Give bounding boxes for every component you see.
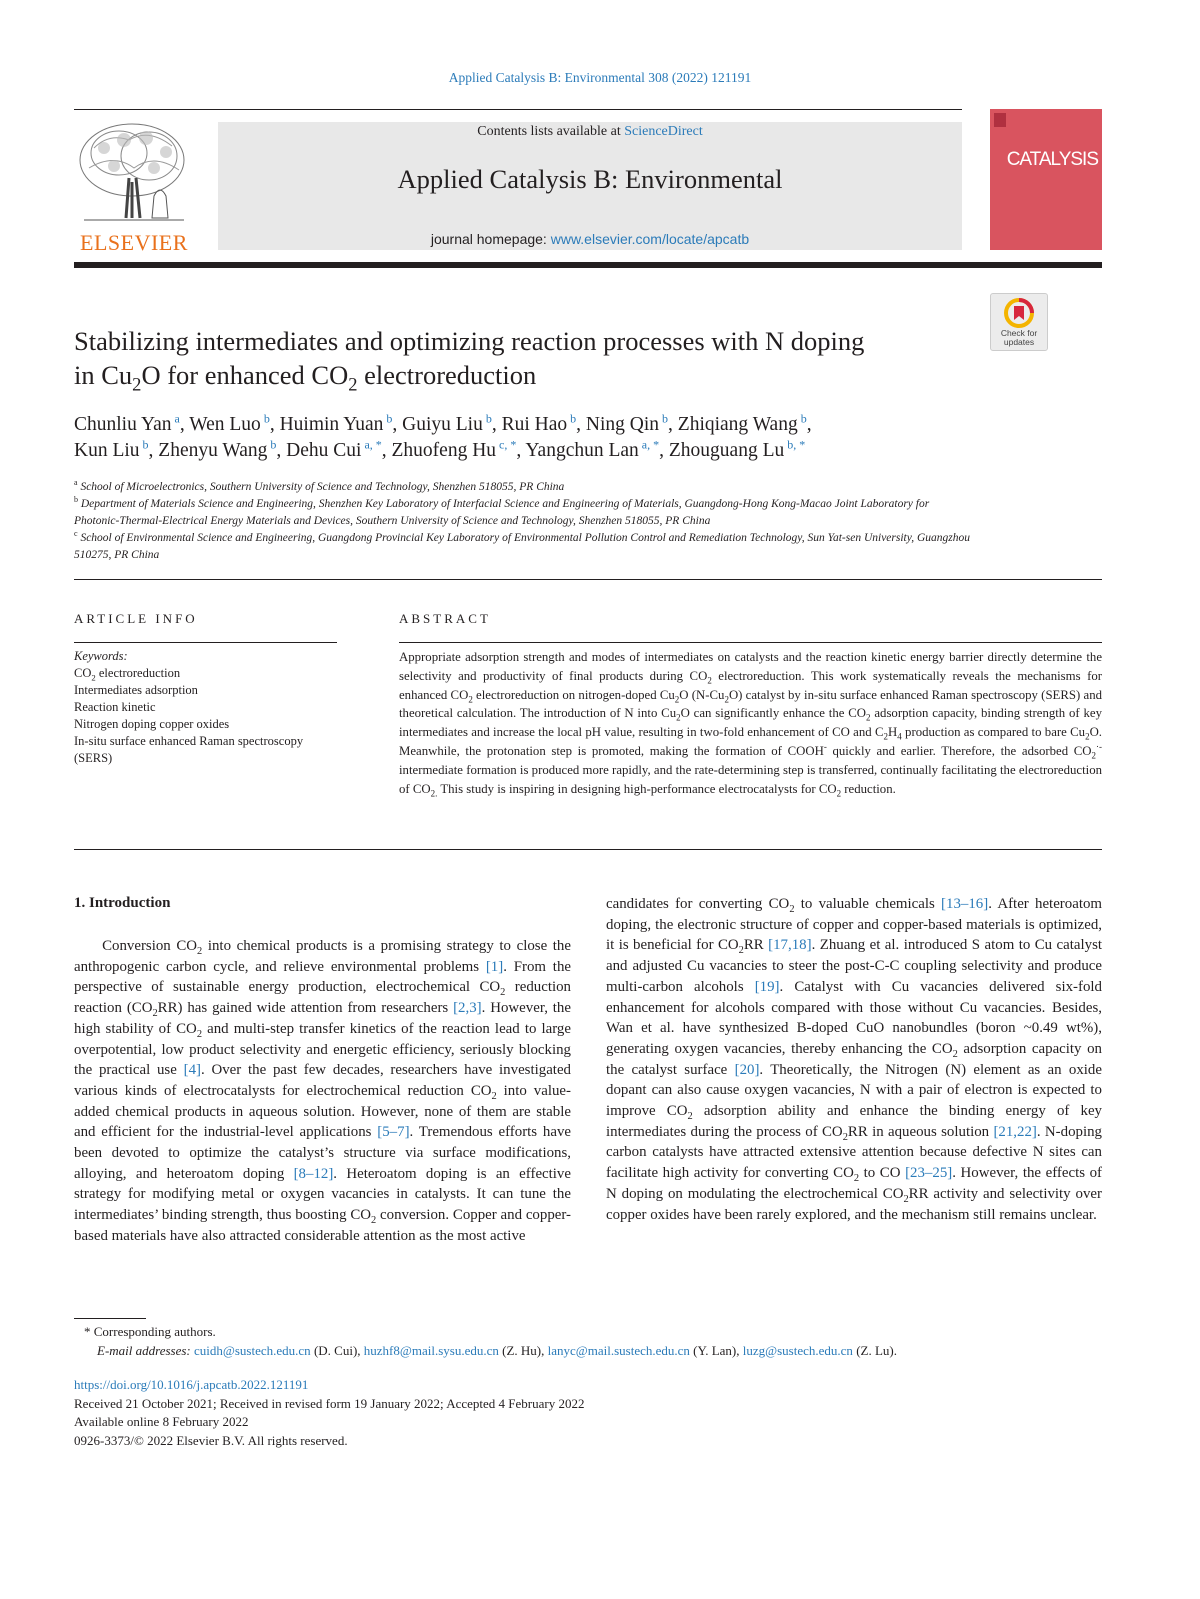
email-link[interactable]: huzhf8@mail.sysu.edu.cn [363,1343,499,1358]
article-title-line2: in $Cu_2O$ for enhanced $CO_2$ electroreduction [74,360,537,396]
citation-link[interactable]: [2,3] [453,1000,482,1017]
author-list [74,412,1104,464]
author-affiliation-mark[interactable]: b [797,411,807,426]
abstract-text: Appropriate adsorption strength and modes of intermediates on catalysts and the reaction kinetic energy barrier directly determine the selectivity and productivity of final products during $CO_2$ electroreduction. This work systematically reveals the mechanisms for enhanced $CO_2$ electroreduction on nitrogen-doped $Cu_2O$ $(N-Cu_2O)$ catalyst by in-situ surface enhanced Raman spectroscopy (SERS) and theoretical calculation. The introduction of N into $Cu_2O$ can significantly enhance the $CO_2$ adsorption capacity, binding strength of key intermediates and increase the local pH value, resulting in two-fold enhancement of CO and $C_2H_4$ production as compared to bare $Cu_2O$. Meanwhile, the protonation step is promoted, making the formation of COOH- quickly and earlier. Therefore, the adsorbed $CO_2^{\cdot-}$ intermediate formation is produced more rapidly, and the rate-determining step is transferred, continually facilitating the electroreduction of $CO_{2.}$ This study is inspiring in designing high-performance electrocatalysts for $CO_2$ reduction. [399,650,1103,799]
article-title [74,324,974,396]
citation-link[interactable]: [5–7] [377,1124,410,1141]
author-affiliation-mark[interactable]: a, * [361,437,382,452]
email-link[interactable]: luzg@sustech.edu.cn [742,1343,853,1358]
online-date: Available online 8 February 2022 [74,1414,249,1429]
keyword-item: Reaction kinetic [74,700,156,714]
keywords-label: Keywords: [74,649,128,663]
citation-link[interactable]: [23–25] [905,1165,953,1182]
email-owner: (D. Cui), [310,1343,364,1358]
author-name: Zhouguang Lu [668,440,785,461]
journal-title: Applied Catalysis B: Environmental [397,164,783,194]
homepage-line [218,231,962,247]
copyright-line: 0926-3373/© 2022 Elsevier B.V. All rights reserved. [74,1433,348,1448]
elsevier-logo [74,118,194,256]
email-addresses [97,1343,1102,1359]
author-affiliation-mark[interactable]: c, * [496,437,517,452]
sciencedirect-link[interactable]: ScienceDirect [624,124,703,139]
author-name: Dehu Cui [286,440,362,461]
article-info-rule [74,642,337,643]
authors-line1: Chunliu Yan $^a$, Wen Luo $^b$, Huimin Yuan $^b$, Guiyu Liu $^b$, Rui Hao $^b$, Ning Qin $^b$, Zhiqiang Wang $^b$, [74,411,812,435]
email-owner: (Z. Hu), [498,1343,548,1358]
abstract-heading: ABSTRACT [399,611,491,626]
email-link[interactable]: cuidh@sustech.edu.cn [194,1343,311,1358]
doi-link[interactable]: https://doi.org/10.1016/j.apcatb.2022.121191 [74,1377,309,1392]
article-info-heading: ARTICLE INFO [74,611,198,626]
author-affiliation-mark[interactable]: b [260,411,270,426]
keywords-block [74,648,344,767]
header-thick-rule [74,262,1102,268]
affiliation-item: $^c$ School of Environmental Science and Engineering, Guangdong Provincial Key Laboratory of Environmental Pollution Control and Remediation Technology, Sun Yat-sen University, Guangzhou 510275, PR China [74,529,970,561]
author-affiliation-mark[interactable]: b [139,437,149,452]
check-updates-label: Check for updates [1000,328,1038,347]
author-affiliation-mark[interactable]: b [482,411,492,426]
contents-prefix: Contents lists available at [477,124,625,139]
citation-link[interactable]: [4] [183,1062,201,1079]
affiliation-item: $^b$ Department of Materials Science and Engineering, Shenzhen Key Laboratory of Interfacial Science and Engineering of Materials, Guangdong-Hong Kong-Macao Joint Laboratory for Photonic-Thermal-Electrical Energy Materials and Devices, Southern University of Science and Technology, Shenzhen 518055, PR China [74,495,930,527]
email-owner: (Z. Lu). [852,1343,897,1358]
citation-link[interactable]: [13–16] [941,896,989,912]
citation-link[interactable]: [17,18] [768,937,812,954]
author-affiliation-mark[interactable]: a [171,411,180,426]
authors-line2: Kun Liu $^b$, Zhenyu Wang $^b$, Dehu Cui $^{a, *}$, Zhuofeng Hu $^{c, *}$, Yangchun Lan $^{a, *}$, Zhouguang Lu $^{b, *}$ [74,437,806,461]
body-column-left: Conversion $CO_2$ into chemical products is a promising strategy to close the anthropogenic carbon cycle, and relieve environmental problems [1]. From the perspective of sustainable energy production, electrochemical $CO_2$ reduction reaction $(CO_2RR)$ has gained wide attention from researchers [2,3]. However, the high stability of $CO_2$ and multi-step transfer kinetics of the reaction lead to large overpotential, low product selectivity and energetic efficiency, seriously blocking the practical use [4]. Over the past few decades, researchers have investigated various kinds of electrocatalysts for electrochemical reduction $CO_2$ into value-added chemical products in aqueous solution. However, none of them are stable and efficient for the industrial-level applications [5–7]. Tremendous efforts have been devoted to optimize the catalyst’s structure via surface modifications, alloying, and heteroatom doping [8–12]. Heteroatom doping is an effective strategy for modifying metal or oxygen vacancies in catalysts. It can tune the intermediates’ binding strength, thus boosting $CO_2$ conversion. Copper and copper-based materials have also attracted considerable attention as the most active [74,938,572,1244]
citation-link[interactable]: [8–12] [293,1165,334,1182]
cover-title: CATALYSIS [1006,149,1098,170]
citation-link[interactable]: [21,22] [993,1123,1037,1140]
keyword-item: Nitrogen doping copper oxides [74,717,230,731]
citation-link[interactable]: [20] [734,1061,760,1078]
author-name: Rui Hao [501,414,568,435]
author-affiliation-mark[interactable]: b [567,411,577,426]
header-rule [74,109,962,110]
homepage-link[interactable]: www.elsevier.com/locate/apcatb [550,231,750,247]
affiliation-item: $^a$ School of Microelectronics, Southern University of Science and Technology, Shenzhen 518055, PR China [74,478,565,493]
author-affiliation-mark[interactable]: b [267,437,277,452]
abstract-rule [399,642,1102,643]
section-rule [74,579,1102,580]
author-affiliation-mark[interactable]: b [383,411,393,426]
journal-cover-thumbnail[interactable] [990,109,1102,250]
elsevier-tree-icon [74,118,194,226]
journal-banner [218,122,962,250]
author-name: Huimin Yuan [279,414,384,435]
corresponding-note: * Corresponding authors. [84,1324,216,1339]
citation-link[interactable]: [1] [485,958,504,975]
email-link[interactable]: lanyc@mail.sustech.edu.cn [547,1343,690,1358]
keyword-item: Intermediates adsorption [74,683,198,697]
contents-line [218,124,962,140]
author-name: Zhenyu Wang [158,440,268,461]
author-name: Chunliu Yan [74,414,172,435]
check-for-updates-button[interactable] [990,293,1048,351]
author-affiliation-mark[interactable]: b, * [784,437,806,452]
homepage-prefix: journal homepage: [430,231,551,247]
body-column-right: candidates for converting $CO_2$ to valuable chemicals [13–16]. After heteroatom doping, the electronic structure of copper and copper-based materials is optimized, it is beneficial for $CO_2RR$ [17,18]. Zhuang et al. introduced S atom to Cu catalyst and adjusted Cu vacancies to steer the post-C-C coupling selectivity and produce multi-carbon alcohols [19]. Catalyst with Cu vacancies delivered six-fold enhancement for alcohols compared with those without Cu vacancies. Besides, Wan et al. have synthesized B-doped CuO nanobundles (boron ~0.49 wt%), generating oxygen vacancies, thereby enhancing the $CO_2$ adsorption capacity on the catalyst surface [20]. Theoretically, the Nitrogen (N) element as an oxide dopant can also cause oxygen vacancies, N with a pair of electron is expected to improve $CO_2$ adsorption ability and enhance the binding energy of key intermediates during the process of $CO_2RR$ in aqueous solution [21,22]. N-doping carbon catalysts have attracted extensive attention because defective N sites can facilitate high activity for converting $CO_2$ to CO [23–25]. However, the effects of N doping on modulating the electrochemical $CO_2RR$ activity and selectivity over copper oxides have been rarely explored, and the mechanism still remains unclear. [606,896,1103,1223]
keyword-item: In-situ surface enhanced Raman spectroscopy (SERS) [74,734,304,765]
author-affiliation-mark[interactable]: a, * [638,437,660,452]
keyword-item: $CO_2$ electroreduction [74,666,181,683]
email-owner: (Y. Lan), [689,1343,743,1358]
journal-reference-link[interactable]: Applied Catalysis B: Environmental 308 (2022) 121191 [448,70,752,85]
author-name: Kun Liu [74,440,140,461]
author-name: Guiyu Liu [402,414,483,435]
affiliations [74,479,974,564]
author-name: Zhuofeng Hu [391,440,497,461]
received-dates: Received 21 October 2021; Received in revised form 19 January 2022; Accepted 4 February 2022 [74,1396,585,1411]
author-name: Yangchun Lan [525,440,639,461]
article-title-line1: Stabilizing intermediates and optimizing reaction processes with N doping [74,326,865,356]
citation-link[interactable]: [19] [754,978,780,995]
author-name: Ning Qin [585,414,660,435]
email-label: E-mail addresses: [97,1343,195,1358]
cover-logo-icon [994,113,1006,127]
abstract-bottom-rule [74,849,1102,850]
publisher-name: ELSEVIER [80,230,188,255]
author-affiliation-mark[interactable]: b [659,411,669,426]
footnote-rule [74,1318,146,1319]
author-name: Wen Luo [189,414,261,435]
author-name: Zhiqiang Wang [677,414,798,435]
introduction-heading: 1. Introduction [74,895,171,911]
